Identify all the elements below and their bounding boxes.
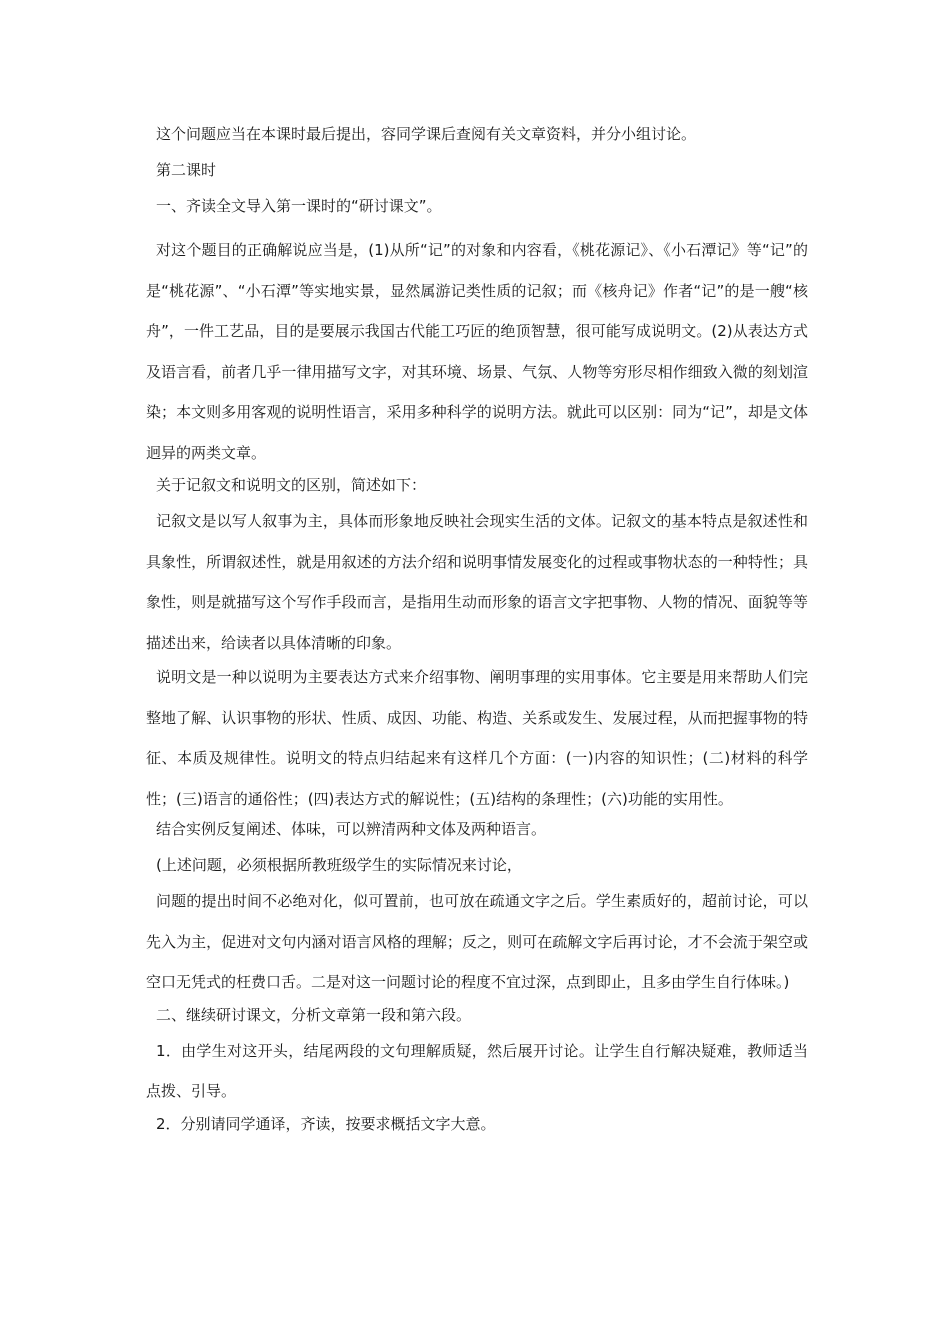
paragraph-expository-definition: 说明文是一种以说明为主要表达方式来介绍事物、阐明事理的实用事体。它主要是用来帮助人们完整地了解、认识事物的形状、性质、成因、功能、构造、关系或发生、发展过程，从而把握事物的特征、本质及规律性。说明文的特点归结起来有这样几个方面：(一)内容的知识性；(二)材料的科学性；(三)语言的通俗性；(四)表达方式的解说性；(五)结构的条理性；(六)功能的实用性。 [146,668,808,808]
paragraph-step-two: 二、继续研讨课文，分析文章第一段和第六段。 [156,1005,472,1024]
paragraph-intro-question: 这个问题应当在本课时最后提出，容同学课后查阅有关文章资料，并分小组讨论。 [156,125,697,143]
section-heading-second-lesson: 第二课时 [156,161,217,179]
paragraph-combine-examples: 结合实例反复阐述、体味，可以辨清两种文体及两种语言。 [156,820,547,838]
paragraph-item-1: 1．由学生对这开头，结尾两段的文句理解质疑，然后展开讨论。让学生自行解决疑难，教师适当点拨、引导。 [146,1041,808,1100]
paragraph-note-start: (上述问题，必须根据所教班级学生的实际情况来讨论， [156,856,522,874]
paragraph-note-body: 问题的提出时间不必绝对化，似可置前，也可放在疏通文字之后。学生素质好的，超前讨论，可以先入为主，促进对文句内涵对语言风格的理解；反之，则可在疏解文字后再讨论，才不会流于架空或空口无凭式的枉费口舌。二是对这一问题讨论的程度不宜过深，点到即止，且多由学生自行体味。) [146,892,808,991]
paragraph-correct-explanation: 对这个题目的正确解说应当是，(1)从所“记”的对象和内容看，《桃花源记》、《小石潭记》等“记”的是“桃花源”、“小石潭”等实地实景，显然属游记类性质的记叙；而《核舟记》作者“记”的是一艘“核舟”，一件工艺品，目的是要展示我国古代能工巧匠的绝顶智慧，很可能写成说明文。(2)从表达方式及语言看，前者几乎一律用描写文字，对其环境、场景、气氛、人物等穷形尽相作细致入微的刻划渲染；本文则多用客观的说明性语言，采用多种科学的说明方法。就此可以区别：同为“记”，却是文体迥异的两类文章。 [146,241,808,462]
paragraph-narrative-definition: 记叙文是以写人叙事为主，具体而形象地反映社会现实生活的文体。记叙文的基本特点是叙述性和具象性，所谓叙述性，就是用叙述的方法介绍和说明事情发展变化的过程或事物状态的一种特性；具象性，则是就描写这个写作手段而言，是指用生动而形象的语言文字把事物、人物的情况、面貌等等描述出来，给读者以具体清晰的印象。 [146,512,808,652]
paragraph-difference-intro: 关于记叙文和说明文的区别，简述如下： [156,476,427,494]
paragraph-step-one: 一、齐读全文导入第一课时的“研讨课文”。 [156,197,442,215]
paragraph-item-2: 2．分别请同学通译，齐读，按要求概括文字大意。 [156,1114,496,1133]
document-body [146,124,808,1150]
